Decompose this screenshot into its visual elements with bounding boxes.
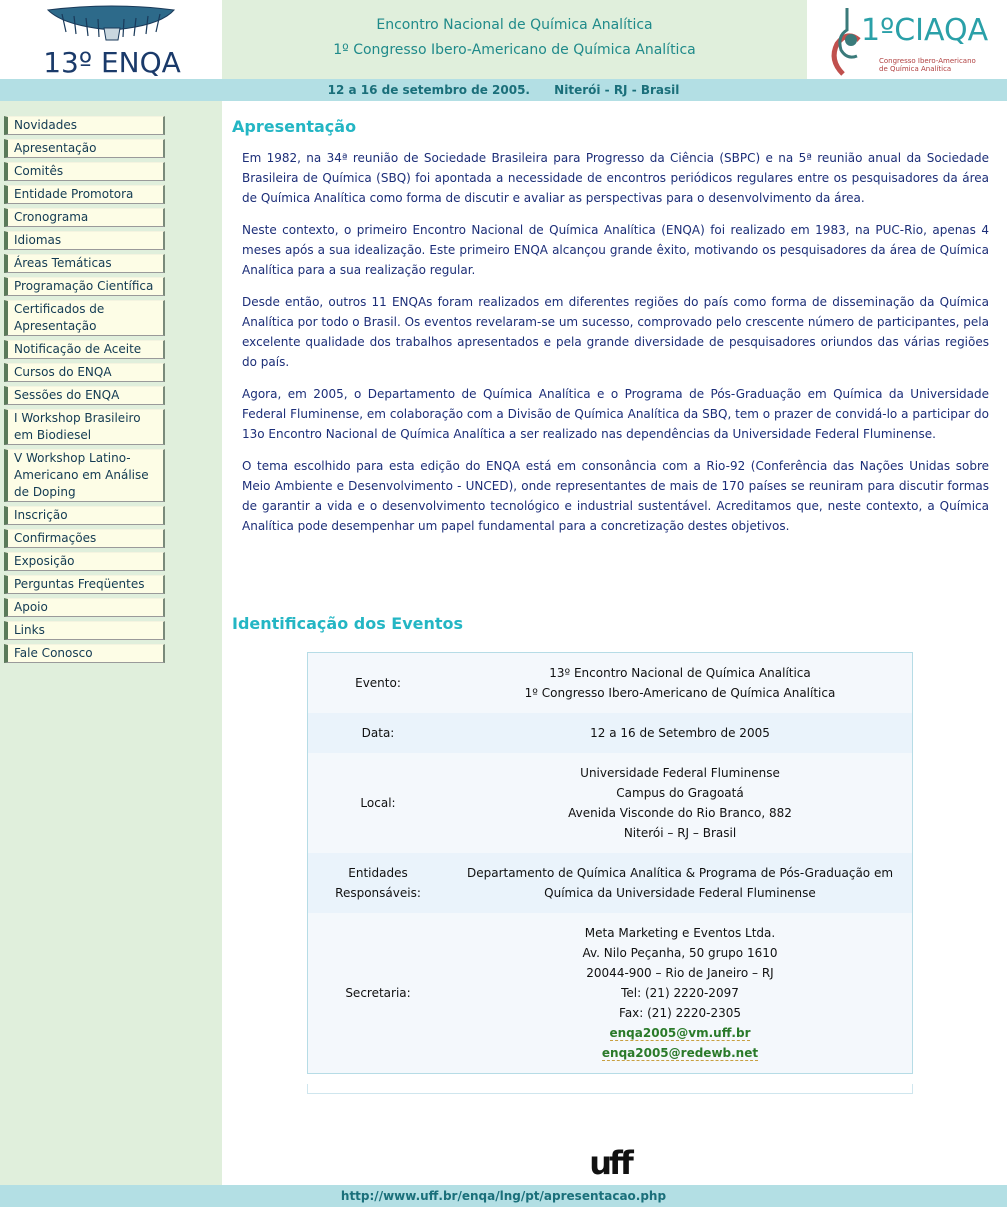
section-title-identificacao: Identificação dos Eventos (232, 614, 464, 633)
table-row-evento (308, 653, 912, 713)
row-label: Secretaria: (345, 986, 411, 1000)
event-title-enqa: Encontro Nacional de Química Analítica (376, 17, 653, 33)
table-row-secretaria (308, 913, 912, 1073)
menu-item-areas-tematicas[interactable]: Áreas Temáticas (4, 254, 165, 273)
paragraph: Agora, em 2005, o Departamento de Química Analítica e o Programa de Pós-Graduação em Química da Universidade Federal Fluminense, em colaboração com a Divisão de Química Analítica da SBQ, tem o prazer de convidá-lo a participar do 13o Encontro Nacional de Química Analítica a ser realizado nas dependências da Universidade Federal Fluminense. (242, 387, 989, 441)
event-title-ciaqa: 1º Congresso Ibero-Americano de Química Analítica (333, 42, 696, 58)
row-label: Local: (360, 796, 396, 810)
svg-text:1ºCIAQA: 1ºCIAQA (861, 13, 989, 48)
value-line: Avenida Visconde do Rio Branco, 882 (568, 806, 792, 820)
sidebar-menu (4, 116, 166, 667)
row-label (308, 863, 448, 903)
uff-logo-graphic (580, 1142, 640, 1178)
value-line: Tel: (21) 2220-2097 (621, 986, 739, 1000)
row-label: Evento: (355, 676, 401, 690)
table-footer (307, 1084, 913, 1094)
menu-item-workshop-doping[interactable]: V Workshop Latino-Americano em Análise de Doping (4, 449, 165, 502)
uff-logo (580, 1142, 640, 1178)
intro-paragraphs (242, 148, 989, 548)
event-titles (222, 0, 807, 79)
value-line: 20044-900 – Rio de Janeiro – RJ (586, 966, 774, 980)
menu-item-workshop-biodiesel[interactable]: I Workshop Brasileiro em Biodiesel (4, 409, 165, 445)
email-link-redewb[interactable]: enqa2005@redewb.net (601, 1046, 759, 1060)
paragraph: Em 1982, na 34ª reunião de Sociedade Brasileira para Progresso da Ciência (SBPC) e na 5ª reunião anual da Sociedade Brasileira de Química (SBQ) foi apontada a necessidade de encontros periódicos regulares entre os pesquisadores da área de Química Analítica como forma de discutir e avaliar as perspectivas para o desenvolvimento da área. (242, 151, 989, 205)
row-value (448, 763, 912, 843)
row-value (448, 663, 912, 703)
value-line: 1º Congresso Ibero-Americano de Química Analítica (524, 686, 836, 700)
paragraph: Desde então, outros 11 ENQAs foram realizados em diferentes regiões do país como forma de disseminação da Química Analítica por todo o Brasil. Os eventos revelaram-se um sucesso, comprovado pelo crescente número de participantes, pela excelente qualidade dos trabalhos apresentados e pela grande diversidade de pesquisadores oriundos das várias regiões do país. (242, 295, 989, 369)
menu-item-apresentacao[interactable]: Apresentação (4, 139, 165, 158)
menu-item-notificacao-aceite[interactable]: Notificação de Aceite (4, 340, 165, 359)
row-value (448, 863, 912, 903)
value-line: Niterói – RJ – Brasil (623, 826, 737, 840)
menu-item-inscricao[interactable]: Inscrição (4, 506, 165, 525)
page-url[interactable]: http://www.uff.br/enqa/lng/pt/apresentacao.php (340, 1189, 667, 1203)
enqa-logo (0, 0, 222, 79)
menu-item-perguntas[interactable]: Perguntas Freqüentes (4, 575, 165, 594)
section-title-apresentacao: Apresentação (232, 117, 357, 136)
menu-item-fale-conosco[interactable]: Fale Conosco (4, 644, 165, 663)
ciaqa-logo-graphic (807, 0, 1007, 79)
menu-item-certificados[interactable]: Certificados de Apresentação (4, 300, 165, 336)
menu-item-programacao-cientifica[interactable]: Programação Científica (4, 277, 165, 296)
page-url-bar (0, 1185, 1007, 1207)
value-line: Fax: (21) 2220-2305 (619, 1006, 741, 1020)
menu-item-novidades[interactable]: Novidades (4, 116, 165, 135)
value-line: Química da Universidade Federal Fluminense (544, 886, 816, 900)
email-link-vm-uff[interactable]: enqa2005@vm.uff.br (609, 1026, 751, 1040)
row-label: Data: (361, 726, 395, 740)
label-line: Responsáveis: (335, 886, 421, 900)
page-header (0, 0, 1007, 79)
menu-item-idiomas[interactable]: Idiomas (4, 231, 165, 250)
paragraph: O tema escolhido para esta edição do ENQA está em consonância com a Rio-92 (Conferência das Nações Unidas sobre Meio Ambiente e Desenvolvimento - UNCED), onde representantes de mais de 170 países se reuniram para discutir formas de garantir a vida e o desenvolvimento tecnológico e industrial sustentável. Acreditamos que, neste contexto, a Química Analítica pode desempenhar um papel fundamental para a concretização destes objetivos. (242, 459, 989, 533)
svg-text:de Química Analítica: de Química Analítica (879, 65, 952, 73)
table-row-data (308, 713, 912, 753)
value-line: Av. Nilo Peçanha, 50 grupo 1610 (582, 946, 778, 960)
svg-text:Congresso Ibero-Americano: Congresso Ibero-Americano (879, 57, 976, 65)
svg-text:13º ENQA: 13º ENQA (43, 46, 181, 79)
menu-item-links[interactable]: Links (4, 621, 165, 640)
menu-item-comites[interactable]: Comitês (4, 162, 165, 181)
date-bar (0, 79, 1007, 101)
enqa-logo-graphic (0, 0, 222, 79)
menu-item-confirmacoes[interactable]: Confirmações (4, 529, 165, 548)
value-line: Departamento de Química Analítica & Programa de Pós-Graduação em (466, 866, 894, 880)
menu-item-cronograma[interactable]: Cronograma (4, 208, 165, 227)
events-table (307, 652, 913, 1074)
value-line: Universidade Federal Fluminense (580, 766, 780, 780)
paragraph: Neste contexto, o primeiro Encontro Nacional de Química Analítica (ENQA) foi realizado em 1983, na PUC-Rio, apenas 4 meses após a sua idealização. Este primeiro ENQA alcançou grande êxito, motivando os pesquisadores da área de Química Analítica para a sua realização regular. (242, 223, 989, 277)
event-place: Niterói - RJ - Brasil (554, 83, 680, 97)
value-line: Meta Marketing e Eventos Ltda. (584, 926, 776, 940)
svg-text:uff: uff (589, 1144, 631, 1178)
ciaqa-logo (807, 0, 1007, 79)
value-line: 13º Encontro Nacional de Química Analítica (549, 666, 811, 680)
menu-item-cursos[interactable]: Cursos do ENQA (4, 363, 165, 382)
row-value: 12 a 16 de Setembro de 2005 (590, 726, 770, 740)
menu-item-sessoes[interactable]: Sessões do ENQA (4, 386, 165, 405)
menu-item-exposicao[interactable]: Exposição (4, 552, 165, 571)
menu-item-entidade-promotora[interactable]: Entidade Promotora (4, 185, 165, 204)
label-line: Entidades (348, 866, 408, 880)
menu-item-apoio[interactable]: Apoio (4, 598, 165, 617)
table-row-entidades (308, 853, 912, 913)
sidebar (0, 101, 222, 1185)
row-value (448, 923, 912, 1063)
value-line: Campus do Gragoatá (616, 786, 744, 800)
table-row-local (308, 753, 912, 853)
event-dates: 12 a 16 de setembro de 2005. (327, 83, 530, 97)
